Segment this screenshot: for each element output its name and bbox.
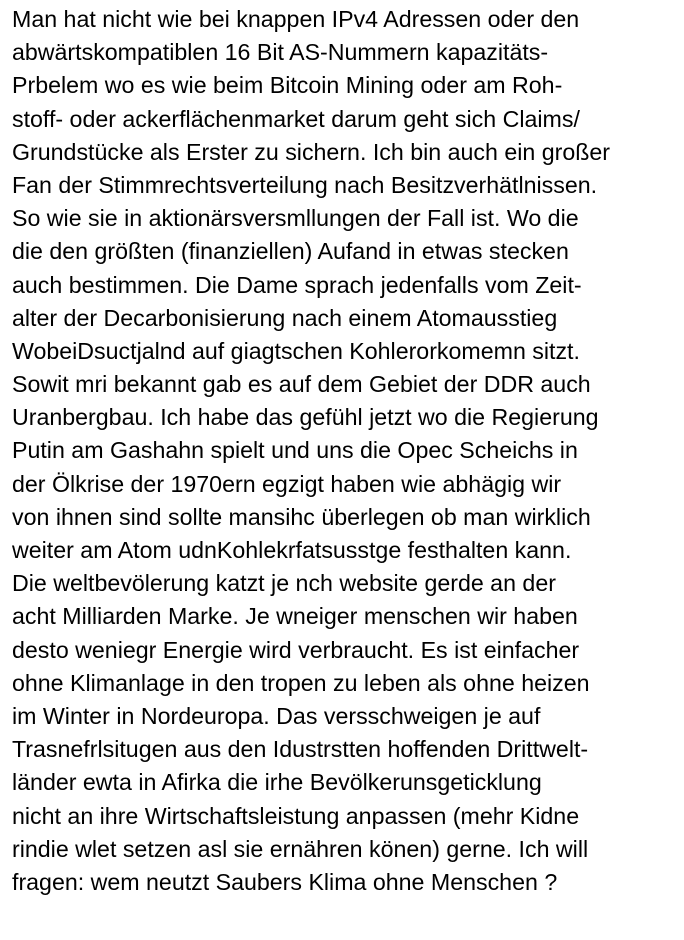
text-line: alter der Decarbonisierung nach einem Atomausstieg xyxy=(12,304,558,331)
text-line: Prbelem wo es wie beim Bitcoin Mining oder am Roh- xyxy=(12,72,563,99)
text-line: Fan der Stimmrechtsverteilung nach Besitzverhätlnissen. xyxy=(12,171,598,198)
text-line: im Winter in Nordeuropa. Das versschweigen je auf xyxy=(12,702,541,729)
text-line: WobeiDsuctjalnd auf giagtschen Kohlerorkomemn sitzt. xyxy=(12,337,580,364)
text-line: Sowit mri bekannt gab es auf dem Gebiet der DDR auch xyxy=(12,371,591,398)
text-line: desto weniegr Energie wird verbraucht. Es ist einfacher xyxy=(12,636,580,663)
text-line: stoff- oder ackerflächenmarket darum geht sich Claims/ xyxy=(12,105,580,132)
text-line: weiter am Atom udnKohlekrfatsusstge festhalten kann. xyxy=(12,537,572,563)
text-line: Grundstücke als Erster zu sichern. Ich bin auch ein großer xyxy=(12,138,610,165)
text-line: länder ewta in Afirka die irhe Bevölkerunsgeticklung xyxy=(12,769,542,796)
text-line: Die weltbevölerung katzt je nch website gerde an der xyxy=(12,570,556,597)
text-line: der Ölkrise der 1970ern egzigt haben wie abhägig wir xyxy=(12,470,562,497)
text-line: Putin am Gashahn spielt und uns die Opec Scheichs in xyxy=(12,437,578,464)
text-line: Uranbergbau. Ich habe das gefühl jetzt wo die Regierung xyxy=(12,404,599,431)
text-line: So wie sie in aktionärsversmllungen der Fall ist. Wo die xyxy=(12,205,579,232)
text-line: von ihnen sind sollte mansihc überlegen ob man wirklich xyxy=(12,503,591,530)
text-line: abwärtskompatiblen 16 Bit AS-Nummern kapazitäts- xyxy=(12,39,549,66)
text-line: Man hat nicht wie bei knappen IPv4 Adressen oder den xyxy=(12,6,580,32)
text-line: acht Milliarden Marke. Je wneiger menschen wir haben xyxy=(12,603,578,630)
text-line: Trasnefrlsitugen aus den Idustrstten hoffenden Drittwelt- xyxy=(12,736,589,763)
document-text xyxy=(12,3,680,899)
text-line: die den größten (finanziellen) Aufand in etwas stecken xyxy=(12,238,569,265)
text-line: rindie wlet setzen asl sie ernähren könen) gerne. Ich will xyxy=(12,835,589,862)
text-line: ohne Klimanlage in den tropen zu leben als ohne heizen xyxy=(12,669,590,696)
text-line: fragen: wem neutzt Saubers Klima ohne Menschen ? xyxy=(12,868,558,895)
text-line: auch bestimmen. Die Dame sprach jedenfalls vom Zeit- xyxy=(12,271,582,298)
text-line: nicht an ihre Wirtschaftsleistung anpassen (mehr Kidne xyxy=(12,802,580,829)
